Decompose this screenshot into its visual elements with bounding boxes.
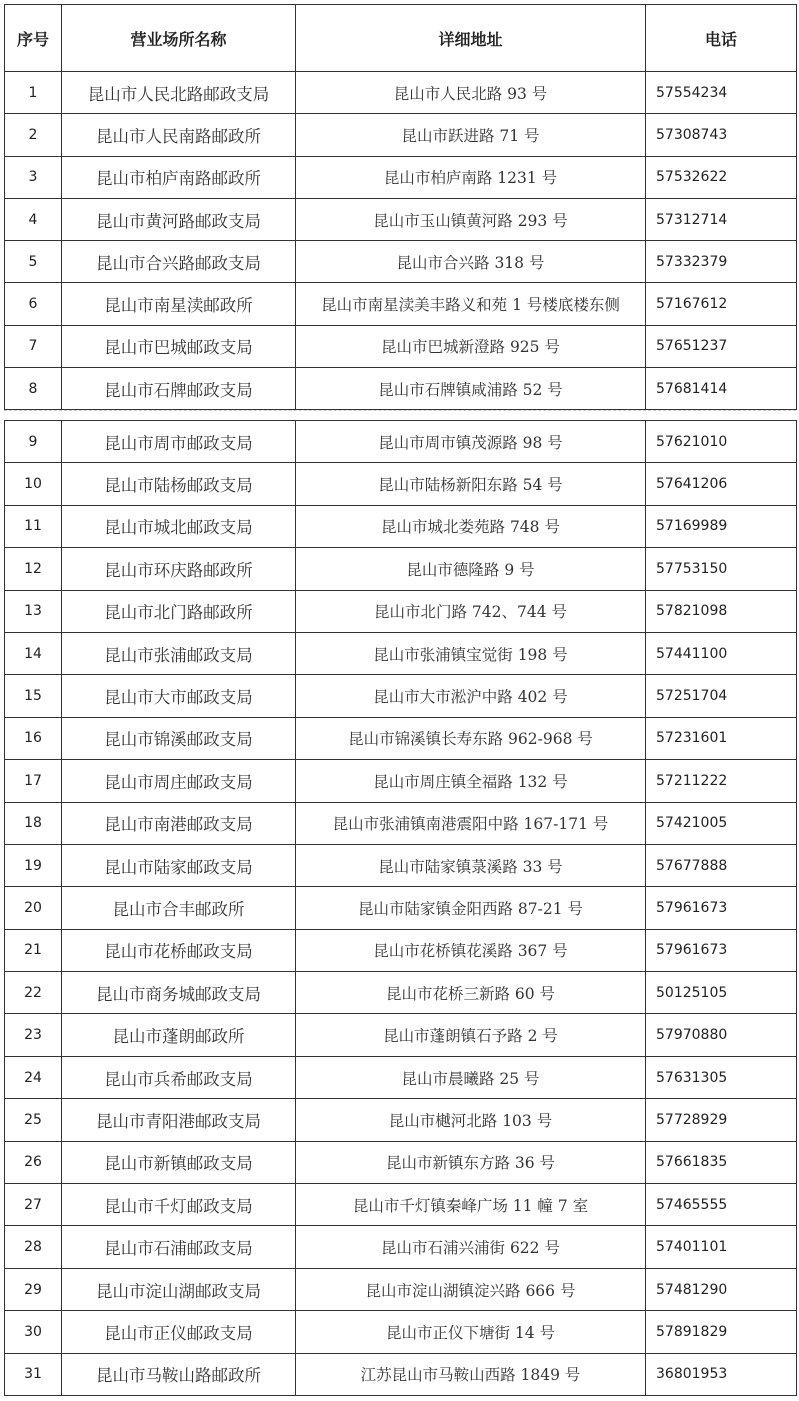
branch-name: 昆山市周市邮政支局: [62, 421, 296, 463]
branch-name: 昆山市蓬朗邮政所: [62, 1014, 296, 1056]
row-number: 2: [5, 114, 62, 156]
row-number: 23: [5, 1014, 62, 1056]
branch-phone: 57532622: [646, 156, 797, 198]
branch-phone: 57681414: [646, 368, 797, 410]
branch-address: 昆山市周庄镇全福路 132 号: [296, 760, 646, 802]
row-number: 3: [5, 156, 62, 198]
branch-phone: 57308743: [646, 114, 797, 156]
branch-name: 昆山市石浦邮政支局: [62, 1226, 296, 1268]
table-row: [5, 114, 797, 156]
table-row: [5, 241, 797, 283]
branch-address: 昆山市蓬朗镇石予路 2 号: [296, 1014, 646, 1056]
branch-address: 昆山市锦溪镇长寿东路 962-968 号: [296, 717, 646, 759]
branch-address: 昆山市北门路 742、744 号: [296, 590, 646, 632]
branch-address: 昆山市陆家镇菉溪路 33 号: [296, 844, 646, 886]
row-number: 14: [5, 632, 62, 674]
table-row: [5, 283, 797, 325]
table-row: [5, 675, 797, 717]
row-number: 28: [5, 1226, 62, 1268]
table-row: [5, 548, 797, 590]
table-row: [5, 325, 797, 367]
table-row: [5, 887, 797, 929]
branch-address: 昆山市柏庐南路 1231 号: [296, 156, 646, 198]
table-row: [5, 1268, 797, 1310]
header-name: 营业场所名称: [62, 5, 296, 72]
branch-phone: 57332379: [646, 241, 797, 283]
row-number: 20: [5, 887, 62, 929]
branch-address: 昆山市周市镇茂源路 98 号: [296, 421, 646, 463]
row-number: 25: [5, 1099, 62, 1141]
table-row: [5, 1353, 797, 1395]
row-number: 1: [5, 72, 62, 114]
branch-phone: 57641206: [646, 463, 797, 505]
branch-name: 昆山市北门路邮政所: [62, 590, 296, 632]
branch-phone: 57891829: [646, 1311, 797, 1353]
row-number: 8: [5, 368, 62, 410]
branch-name: 昆山市兵希邮政支局: [62, 1056, 296, 1098]
branch-address: 昆山市巴城新澄路 925 号: [296, 325, 646, 367]
row-number: 5: [5, 241, 62, 283]
branch-address: 昆山市千灯镇秦峰广场 11 幢 7 室: [296, 1184, 646, 1226]
row-number: 12: [5, 548, 62, 590]
branch-phone: 57961673: [646, 929, 797, 971]
branch-name: 昆山市马鞍山路邮政所: [62, 1353, 296, 1395]
row-number: 22: [5, 972, 62, 1014]
branch-phone: 57961673: [646, 887, 797, 929]
branch-address: 昆山市张浦镇宝觉街 198 号: [296, 632, 646, 674]
branch-phone: 57465555: [646, 1184, 797, 1226]
table-row: [5, 1014, 797, 1056]
branch-name: 昆山市南星渎邮政所: [62, 283, 296, 325]
branch-name: 昆山市陆杨邮政支局: [62, 463, 296, 505]
table-row: [5, 590, 797, 632]
branch-name: 昆山市千灯邮政支局: [62, 1184, 296, 1226]
row-number: 21: [5, 929, 62, 971]
branch-address: 昆山市樾河北路 103 号: [296, 1099, 646, 1141]
branch-address: 昆山市淀山湖镇淀兴路 666 号: [296, 1268, 646, 1310]
branch-address: 昆山市张浦镇南港震阳中路 167-171 号: [296, 802, 646, 844]
branch-phone: 57169989: [646, 505, 797, 547]
row-number: 19: [5, 844, 62, 886]
branch-phone: 57312714: [646, 198, 797, 240]
table-row: [5, 156, 797, 198]
row-number: 9: [5, 421, 62, 463]
row-number: 11: [5, 505, 62, 547]
branch-name: 昆山市正仪邮政支局: [62, 1311, 296, 1353]
post-office-table-part-2: [4, 420, 797, 1396]
branch-phone: 50125105: [646, 972, 797, 1014]
table-row: [5, 1311, 797, 1353]
branch-phone: 57970880: [646, 1014, 797, 1056]
branch-name: 昆山市环庆路邮政所: [62, 548, 296, 590]
branch-address: 昆山市人民北路 93 号: [296, 72, 646, 114]
table-row: [5, 505, 797, 547]
branch-address: 昆山市城北娄苑路 748 号: [296, 505, 646, 547]
branch-name: 昆山市黄河路邮政支局: [62, 198, 296, 240]
branch-name: 昆山市锦溪邮政支局: [62, 717, 296, 759]
branch-address: 昆山市德隆路 9 号: [296, 548, 646, 590]
branch-phone: 57631305: [646, 1056, 797, 1098]
branch-phone: 57661835: [646, 1141, 797, 1183]
branch-address: 江苏昆山市马鞍山西路 1849 号: [296, 1353, 646, 1395]
branch-address: 昆山市合兴路 318 号: [296, 241, 646, 283]
branch-name: 昆山市张浦邮政支局: [62, 632, 296, 674]
branch-name: 昆山市人民北路邮政支局: [62, 72, 296, 114]
table-row: [5, 632, 797, 674]
branch-address: 昆山市陆杨新阳东路 54 号: [296, 463, 646, 505]
branch-phone: 57481290: [646, 1268, 797, 1310]
row-number: 7: [5, 325, 62, 367]
table-row: [5, 421, 797, 463]
branch-name: 昆山市周庄邮政支局: [62, 760, 296, 802]
branch-address: 昆山市石浦兴浦街 622 号: [296, 1226, 646, 1268]
post-office-table-part-1: [4, 4, 797, 410]
branch-phone: 57211222: [646, 760, 797, 802]
row-number: 29: [5, 1268, 62, 1310]
table-row: [5, 972, 797, 1014]
branch-phone: 57753150: [646, 548, 797, 590]
branch-phone: 57441100: [646, 632, 797, 674]
branch-phone: 36801953: [646, 1353, 797, 1395]
branch-phone: 57651237: [646, 325, 797, 367]
row-number: 18: [5, 802, 62, 844]
row-number: 24: [5, 1056, 62, 1098]
branch-address: 昆山市正仪下塘街 14 号: [296, 1311, 646, 1353]
branch-address: 昆山市石牌镇咸浦路 52 号: [296, 368, 646, 410]
row-number: 30: [5, 1311, 62, 1353]
row-number: 4: [5, 198, 62, 240]
table-row: [5, 368, 797, 410]
header-row: [5, 5, 797, 72]
branch-phone: 57167612: [646, 283, 797, 325]
row-number: 27: [5, 1184, 62, 1226]
branch-phone: 57231601: [646, 717, 797, 759]
table-row: [5, 1099, 797, 1141]
row-number: 17: [5, 760, 62, 802]
branch-address: 昆山市花桥三新路 60 号: [296, 972, 646, 1014]
branch-address: 昆山市花桥镇花溪路 367 号: [296, 929, 646, 971]
branch-address: 昆山市南星渎美丰路义和苑 1 号楼底楼东侧: [296, 283, 646, 325]
row-number: 31: [5, 1353, 62, 1395]
branch-address: 昆山市玉山镇黄河路 293 号: [296, 198, 646, 240]
row-number: 13: [5, 590, 62, 632]
row-number: 6: [5, 283, 62, 325]
branch-phone: 57421005: [646, 802, 797, 844]
row-number: 26: [5, 1141, 62, 1183]
branch-name: 昆山市青阳港邮政支局: [62, 1099, 296, 1141]
branch-phone: 57621010: [646, 421, 797, 463]
branch-address: 昆山市晨曦路 25 号: [296, 1056, 646, 1098]
branch-name: 昆山市南港邮政支局: [62, 802, 296, 844]
table-row: [5, 1184, 797, 1226]
row-number: 10: [5, 463, 62, 505]
branch-address: 昆山市陆家镇金阳西路 87-21 号: [296, 887, 646, 929]
branch-name: 昆山市石牌邮政支局: [62, 368, 296, 410]
header-no: 序号: [5, 5, 62, 72]
branch-address: 昆山市大市淞沪中路 402 号: [296, 675, 646, 717]
table-row: [5, 72, 797, 114]
branch-name: 昆山市花桥邮政支局: [62, 929, 296, 971]
table-row: [5, 463, 797, 505]
table-row: [5, 1141, 797, 1183]
branch-name: 昆山市陆家邮政支局: [62, 844, 296, 886]
table-row: [5, 760, 797, 802]
table-row: [5, 717, 797, 759]
branch-name: 昆山市合丰邮政所: [62, 887, 296, 929]
branch-phone: 57401101: [646, 1226, 797, 1268]
branch-phone: 57554234: [646, 72, 797, 114]
table-row: [5, 929, 797, 971]
branch-address: 昆山市新镇东方路 36 号: [296, 1141, 646, 1183]
branch-name: 昆山市淀山湖邮政支局: [62, 1268, 296, 1310]
table-row: [5, 198, 797, 240]
branch-address: 昆山市跃进路 71 号: [296, 114, 646, 156]
row-number: 15: [5, 675, 62, 717]
table-row: [5, 1056, 797, 1098]
header-phone: 电话: [646, 5, 797, 72]
branch-name: 昆山市城北邮政支局: [62, 505, 296, 547]
branch-name: 昆山市巴城邮政支局: [62, 325, 296, 367]
branch-phone: 57821098: [646, 590, 797, 632]
branch-name: 昆山市商务城邮政支局: [62, 972, 296, 1014]
table-row: [5, 844, 797, 886]
header-address: 详细地址: [296, 5, 646, 72]
branch-phone: 57251704: [646, 675, 797, 717]
branch-phone: 57728929: [646, 1099, 797, 1141]
row-number: 16: [5, 717, 62, 759]
branch-name: 昆山市新镇邮政支局: [62, 1141, 296, 1183]
branch-name: 昆山市大市邮政支局: [62, 675, 296, 717]
table-row: [5, 802, 797, 844]
table-row: [5, 1226, 797, 1268]
branch-phone: 57677888: [646, 844, 797, 886]
branch-name: 昆山市人民南路邮政所: [62, 114, 296, 156]
branch-name: 昆山市合兴路邮政支局: [62, 241, 296, 283]
branch-name: 昆山市柏庐南路邮政所: [62, 156, 296, 198]
